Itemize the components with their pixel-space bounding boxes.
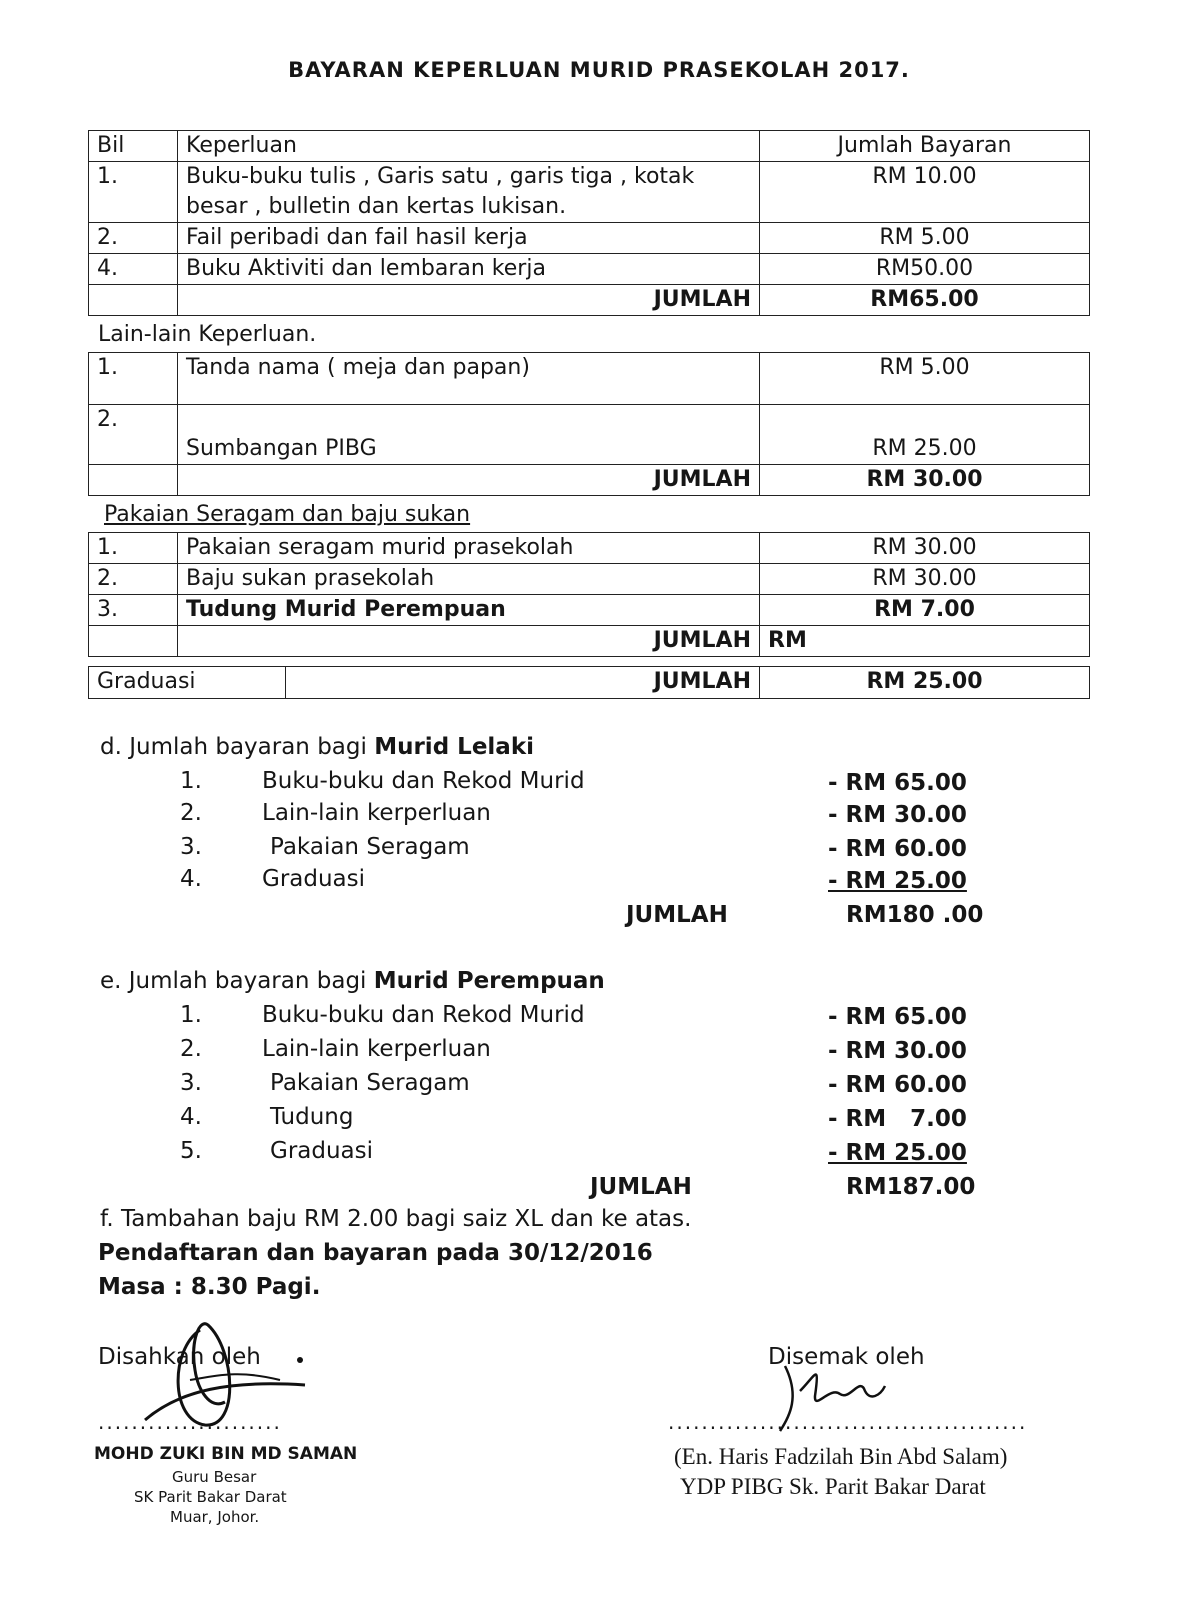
signer-left-name: MOHD ZUKI BIN MD SAMAN: [94, 1444, 358, 1464]
signer-left-school: SK Parit Bakar Darat: [134, 1488, 287, 1506]
total-row: [89, 285, 1090, 316]
total-amount: RM65.00: [760, 285, 1090, 316]
row-item: Buku-buku tulis , Garis satu , garis tiga , kotak besar , bulletin dan kertas lukisan.: [178, 162, 760, 223]
row-bil: 2.: [89, 405, 178, 465]
graduasi-label: Graduasi: [89, 667, 286, 699]
section-title-pakaian: Pakaian Seragam dan baju sukan: [104, 502, 471, 527]
item-label: Pakaian Seragam: [270, 1070, 470, 1096]
row-amount: RM 5.00: [760, 223, 1090, 254]
item-label: Lain-lain kerperluan: [262, 1036, 491, 1062]
row-amount: RM 10.00: [760, 162, 1090, 223]
graduasi-total: RM 25.00: [760, 667, 1090, 699]
row-amount: RM 7.00: [760, 595, 1090, 626]
item-amount: - RM 65.00: [828, 770, 967, 796]
graduasi-row: [89, 667, 1090, 699]
item-label: Pakaian Seragam: [270, 834, 470, 860]
row-item: Sumbangan PIBG: [178, 405, 760, 465]
checked-by-heading: Disemak oleh: [768, 1344, 925, 1370]
item-no: 4.: [180, 866, 202, 892]
row-bil: 1.: [89, 162, 178, 223]
row-amount: RM 30.00: [760, 564, 1090, 595]
header-bil: Bil: [89, 131, 178, 162]
header-jumlah: Jumlah Bayaran: [760, 131, 1090, 162]
signer-right-title: YDP PIBG Sk. Parit Bakar Darat: [680, 1474, 986, 1499]
section-d-title: d. Jumlah bayaran bagi Murid Lelaki: [100, 734, 535, 760]
row-amount: RM 5.00: [760, 353, 1090, 405]
item-no: 4.: [180, 1104, 202, 1130]
item-label: Graduasi: [262, 866, 366, 892]
row-item: Pakaian seragam murid prasekolah: [178, 533, 760, 564]
row-bil: 2.: [89, 223, 178, 254]
signer-left-location: Muar, Johor.: [170, 1508, 260, 1526]
table-row: [89, 564, 1090, 595]
signature-line-left: ......................: [98, 1410, 282, 1434]
total-amount: RM 30.00: [760, 465, 1090, 496]
table-row: [89, 353, 1090, 405]
table-row: [89, 254, 1090, 285]
section-e-total-label: JUMLAH: [590, 1174, 692, 1200]
row-item: Tudung Murid Perempuan: [178, 595, 760, 626]
item-no: 5.: [180, 1138, 202, 1164]
row-amount: RM 30.00: [760, 533, 1090, 564]
item-no: 2.: [180, 1036, 202, 1062]
table-header-row: [89, 131, 1090, 162]
signer-left-title: Guru Besar: [172, 1468, 257, 1486]
total-label: JUMLAH: [178, 626, 760, 657]
item-amount: - RM 25.00: [828, 868, 967, 894]
section-d-total-label: JUMLAH: [626, 902, 728, 928]
item-amount: - RM 65.00: [828, 1004, 967, 1030]
item-label: Graduasi: [270, 1138, 374, 1164]
section-d-total: RM180 .00: [846, 902, 984, 928]
row-bil: 4.: [89, 254, 178, 285]
keperluan-table: [88, 130, 1090, 316]
item-amount: - RM 30.00: [828, 802, 967, 828]
row-bil: 2.: [89, 564, 178, 595]
total-amount: RM: [760, 626, 1090, 657]
table-row: [89, 405, 1090, 465]
table-row: [89, 162, 1090, 223]
item-amount: - RM 30.00: [828, 1038, 967, 1064]
row-item: Baju sukan prasekolah: [178, 564, 760, 595]
item-amount: - RM 60.00: [828, 836, 967, 862]
section-title-lain-lain: Lain-lain Keperluan.: [98, 322, 317, 347]
approved-by-heading: Disahkan oleh: [98, 1344, 261, 1370]
table-row: [89, 595, 1090, 626]
item-amount: - RM 25.00: [828, 1140, 967, 1166]
item-amount: - RM 60.00: [828, 1072, 967, 1098]
item-no: 2.: [180, 800, 202, 826]
table-row: [89, 533, 1090, 564]
item-label: Lain-lain kerperluan: [262, 800, 491, 826]
item-no: 3.: [180, 834, 202, 860]
row-item: Buku Aktiviti dan lembaran kerja: [178, 254, 760, 285]
row-bil: 1.: [89, 533, 178, 564]
page-title: BAYARAN KEPERLUAN MURID PRASEKOLAH 2017.: [288, 58, 910, 82]
total-label: JUMLAH: [178, 285, 760, 316]
item-label: Tudung: [270, 1104, 354, 1130]
item-label: Buku-buku dan Rekod Murid: [262, 768, 585, 794]
total-label: JUMLAH: [178, 465, 760, 496]
signature-line-right: ...........................................: [668, 1410, 1028, 1434]
item-amount: - RM 7.00: [828, 1106, 967, 1132]
item-no: 3.: [180, 1070, 202, 1096]
note-f: f. Tambahan baju RM 2.00 bagi saiz XL dan ke atas.: [100, 1206, 692, 1232]
row-bil: 1.: [89, 353, 178, 405]
lain-lain-table: [88, 352, 1090, 496]
section-e-total: RM187.00: [846, 1174, 976, 1200]
row-item: Fail peribadi dan fail hasil kerja: [178, 223, 760, 254]
total-row: [89, 465, 1090, 496]
graduasi-total-label: JUMLAH: [286, 667, 760, 699]
item-no: 1.: [180, 768, 202, 794]
item-label: Buku-buku dan Rekod Murid: [262, 1002, 585, 1028]
row-amount: RM50.00: [760, 254, 1090, 285]
table-row: [89, 223, 1090, 254]
header-keperluan: Keperluan: [178, 131, 760, 162]
row-amount: RM 25.00: [760, 405, 1090, 465]
row-bil: 3.: [89, 595, 178, 626]
item-no: 1.: [180, 1002, 202, 1028]
signer-right-name: (En. Haris Fadzilah Bin Abd Salam): [674, 1444, 1008, 1469]
registration-time: Masa : 8.30 Pagi.: [98, 1274, 321, 1300]
registration-date: Pendaftaran dan bayaran pada 30/12/2016: [98, 1240, 653, 1266]
section-e-title: e. Jumlah bayaran bagi Murid Perempuan: [100, 968, 605, 994]
row-item: Tanda nama ( meja dan papan): [178, 353, 760, 405]
pakaian-table: [88, 532, 1090, 657]
total-row: [89, 626, 1090, 657]
graduasi-table: [88, 666, 1090, 699]
